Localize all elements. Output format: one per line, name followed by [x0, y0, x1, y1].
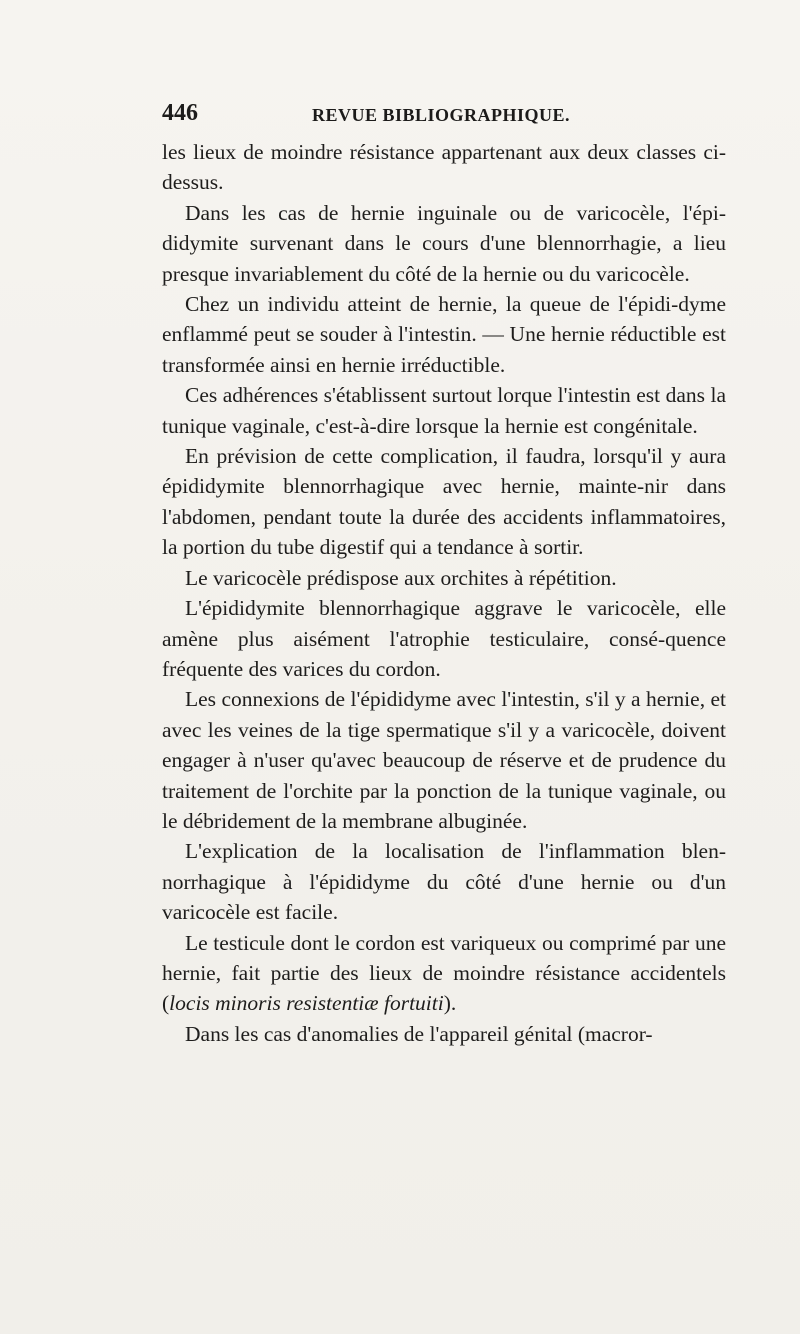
paragraph: Dans les cas de hernie inguinale ou de varicocèle, l'épi-didymite survenant dans le cours d'une blennorrhagie, a lieu presque invariablement du côté de la hernie ou du varicocèle. [162, 200, 726, 286]
paragraph: les lieux de moindre résistance appartenant aux deux classes ci-dessus. [162, 140, 726, 195]
paragraph: Chez un individu atteint de hernie, la queue de l'épidi-dyme enflammé peut se souder à l'intestin. — Une hernie réductible est transformée ainsi en hernie irréductible. [162, 292, 726, 377]
paragraph: Les connexions de l'épididyme avec l'intestin, s'il y a hernie, et avec les veines de la tige spermatique s'il y a varicocèle, doivent engager à n'user qu'avec beaucoup de réserve et de prudence du traitement de l'orchite par la ponction de la tunique vaginale, ou le débridement de la membrane albuginée. [162, 687, 726, 833]
paragraph: Dans les cas d'anomalies de l'appareil génital (macror- [185, 1021, 653, 1046]
paragraph: L'épididymite blennorrhagique aggrave le varicocèle, elle amène plus aisément l'atrophie testiculaire, consé-quence fréquente des varices du cordon. [162, 596, 726, 681]
page-header [162, 100, 726, 130]
paragraph-text: Le testicule dont le cordon est variqueux ou comprimé par une hernie, fait partie des lieux de moindre résistance accidentels ( [162, 930, 726, 1016]
paragraph: Le varicocèle prédispose aux orchites à répétition. [185, 565, 617, 590]
paragraph: Ces adhérences s'établissent surtout lorque l'intestin est dans la tunique vaginale, c'est-à-dire lorsque la hernie est congénitale. [162, 383, 726, 438]
latin-phrase: locis minoris resistentiæ fortuiti [169, 991, 444, 1016]
running-head: REVUE BIBLIOGRAPHIQUE. [312, 105, 571, 125]
paragraph-text: ). [443, 991, 457, 1016]
body-text [162, 137, 726, 1049]
page-number: 446 [162, 100, 198, 126]
paragraph: En prévision de cette complication, il faudra, lorsqu'il y aura épididymite blennorrhagique avec hernie, mainte-nir dans l'abdomen, pendant toute la durée des accidents inflammatoires, la portion du tube digestif qui a tendance à sortir. [162, 444, 726, 560]
paragraph: L'explication de la localisation de l'inflammation blen-norrhagique à l'épididyme du côté d'une hernie ou d'un varicocèle est facile. [162, 839, 726, 925]
paragraph [162, 928, 726, 1019]
